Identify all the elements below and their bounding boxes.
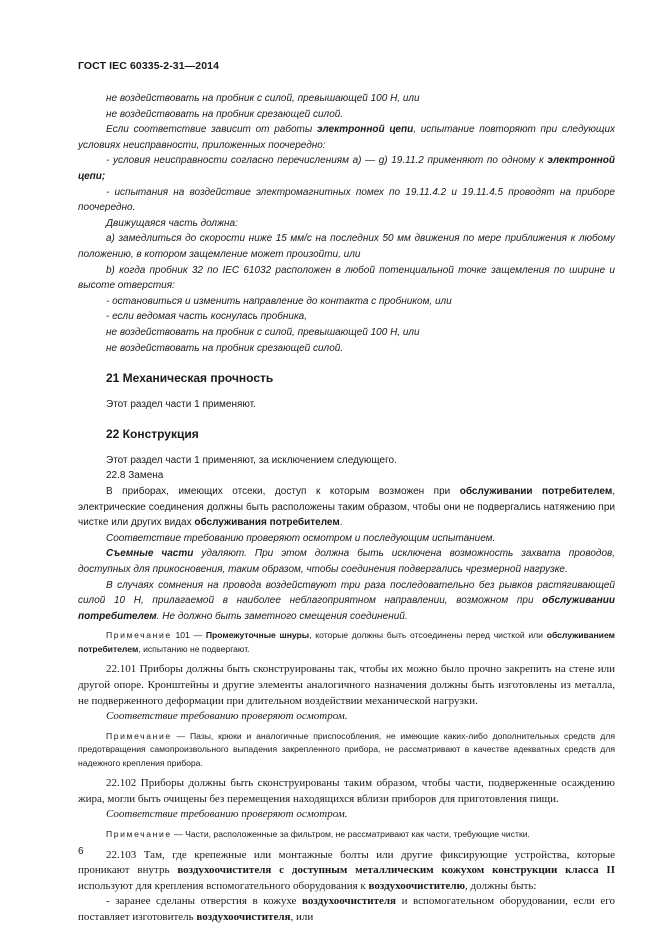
note: Примечание 101 — Промежуточные шнуры, которые должны быть отсоединены перед чисткой или обслуживанием потребителем, испытанию не подвергают. (78, 630, 615, 654)
section-heading-22: 22 Конструкция (106, 427, 199, 442)
paragraph: - остановиться и изменить направление до контакта с пробником, или (106, 295, 452, 307)
note-label: Примечание (106, 730, 172, 741)
term-bold: обслуживания потребителем (194, 517, 340, 529)
term-bold: электронной цепи (316, 124, 414, 136)
paragraph: b) когда пробник 32 по IEC 61032 расположен в любой потенциальной точке защемления по ширине и высоте отверстия: (78, 264, 615, 292)
term-bold: обслуживанием потребителем (78, 630, 615, 654)
document-body (78, 91, 615, 926)
paragraph: В приборах, имеющих отсеки, доступ к которым возможен при обслуживании потребителем, электрические соединения должны быть расположены таким образом, чтобы они не подвергались натяжению при чистке или других видах обслуживания потребителем. (78, 486, 615, 529)
paragraph: не воздействовать на пробник срезающей силой. (106, 342, 344, 354)
paragraph: В случаях сомнения на провода воздействуют три раза последовательно без рывков растягивающей силой 10 Н, прилагаемой в наиболее неблагоприятном направлении, возможном при обслуживании потребителем. Не должно быть заметного смещения соединений. (78, 579, 615, 622)
paragraph: не воздействовать на пробник срезающей силой. (106, 108, 344, 120)
paragraph: Этот раздел части 1 применяют. (106, 398, 256, 410)
paragraph: - заранее сделаны отверстия в кожухе воздухоочистителя и вспомогательном оборудовании, если его поставляет изготовитель воздухоочистителя, или (78, 895, 615, 923)
note-label: Примечание (106, 630, 172, 641)
term-bold: электронной цепи; (78, 155, 615, 182)
term-bold: воздухоочистителя (196, 910, 291, 923)
paragraph: не воздействовать на пробник с силой, превышающей 100 Н, или (106, 93, 420, 104)
paragraph: 22.102 Приборы должны быть сконструированы таким образом, чтобы части, подверженные осаждению жира, могли быть очищены без перемещения находящихся вблизи приборов для приготовления пищи. (78, 777, 615, 805)
paragraph: 22.101 Приборы должны быть сконструированы так, чтобы их можно было прочно закрепить на стене или другой опоре. Кронштейны и другие элементы аналогичного назначения должны быть изготовлены из металла, не подверженного деформации при длительном воздействии механической нагрузки. (78, 663, 615, 707)
paragraph: 22.103 Там, где крепежные или монтажные болты или другие фиксирующие устройства, которые проникают внутрь воздухоочистителя с доступным металлическим кожухом конструкции класса II используют для крепления вспомогательного оборудования к воздухоочистителю, должны быть: (78, 848, 615, 892)
term-bold: Промежуточные шнуры (205, 630, 310, 641)
paragraph: - испытания на воздействие электромагнитных помех по 19.11.4.2 и 19.11.4.5 проводят на приборе поочередно. (78, 186, 615, 214)
term-bold: обслуживании потребителем (459, 486, 613, 498)
term-bold: Съемные части (106, 548, 194, 560)
paragraph: Соответствие требованию проверяют осмотром. (106, 710, 348, 723)
section-heading-21: 21 Механическая прочность (106, 371, 274, 386)
term-bold: обслуживании потребителем (78, 595, 615, 622)
paragraph: Съемные части удаляют. При этом должна быть исключена возможность захвата проводов, доступных для прикосновения, таким образом, чтобы соединения подвергались чрезмерной нагрузке. (78, 548, 616, 576)
note: Примечание — Пазы, крюки и аналогичные приспособления, не имеющие каких-либо дополнительных средств для предотвращения самопроизвольного выпадения закрепленного прибора, не рассматривают в качестве адекватных средств для надежного крепления прибора. (78, 730, 615, 768)
document-header: ГОСТ IEC 60335-2-31—2014 (78, 60, 220, 72)
note-label: Примечание (106, 829, 172, 840)
paragraph: Соответствие требованию проверяют осмотром и последующим испытанием. (106, 532, 496, 544)
paragraph: не воздействовать на пробник с силой, превышающей 100 Н, или (106, 326, 420, 338)
term-bold: воздухоочистителя (301, 895, 397, 908)
term-bold: воздухоочистителю (368, 879, 466, 892)
paragraph: Этот раздел части 1 применяют, за исключением следующего. (106, 454, 397, 466)
paragraph: Соответствие требованию проверяют осмотром. (106, 808, 348, 821)
paragraph: Движущаяся часть должна: (106, 217, 238, 229)
paragraph: 22.8 Замена (106, 470, 164, 482)
paragraph: Если соответствие зависит от работы электронной цепи, испытание повторяют при следующих условиях неисправности, приложенных поочередно: (78, 124, 616, 151)
paragraph: - если ведомая часть коснулась пробника, (106, 311, 308, 323)
paragraph: a) замедлиться до скорости ниже 15 мм/с на последних 50 мм движения по мере приближения к любому положению, в котором защемление может произойти, или (78, 233, 615, 260)
note: Примечание — Части, расположенные за фильтром, не рассматривают как части, требующие чистки. (106, 829, 530, 840)
term-bold: воздухоочистителя с доступным металлическим кожухом конструкции класса II (177, 864, 615, 877)
page-number: 6 (78, 846, 84, 857)
paragraph: - условия неисправности согласно перечислениям a) — g) 19.11.2 применяют по одному к электронной цепи; (78, 155, 615, 182)
